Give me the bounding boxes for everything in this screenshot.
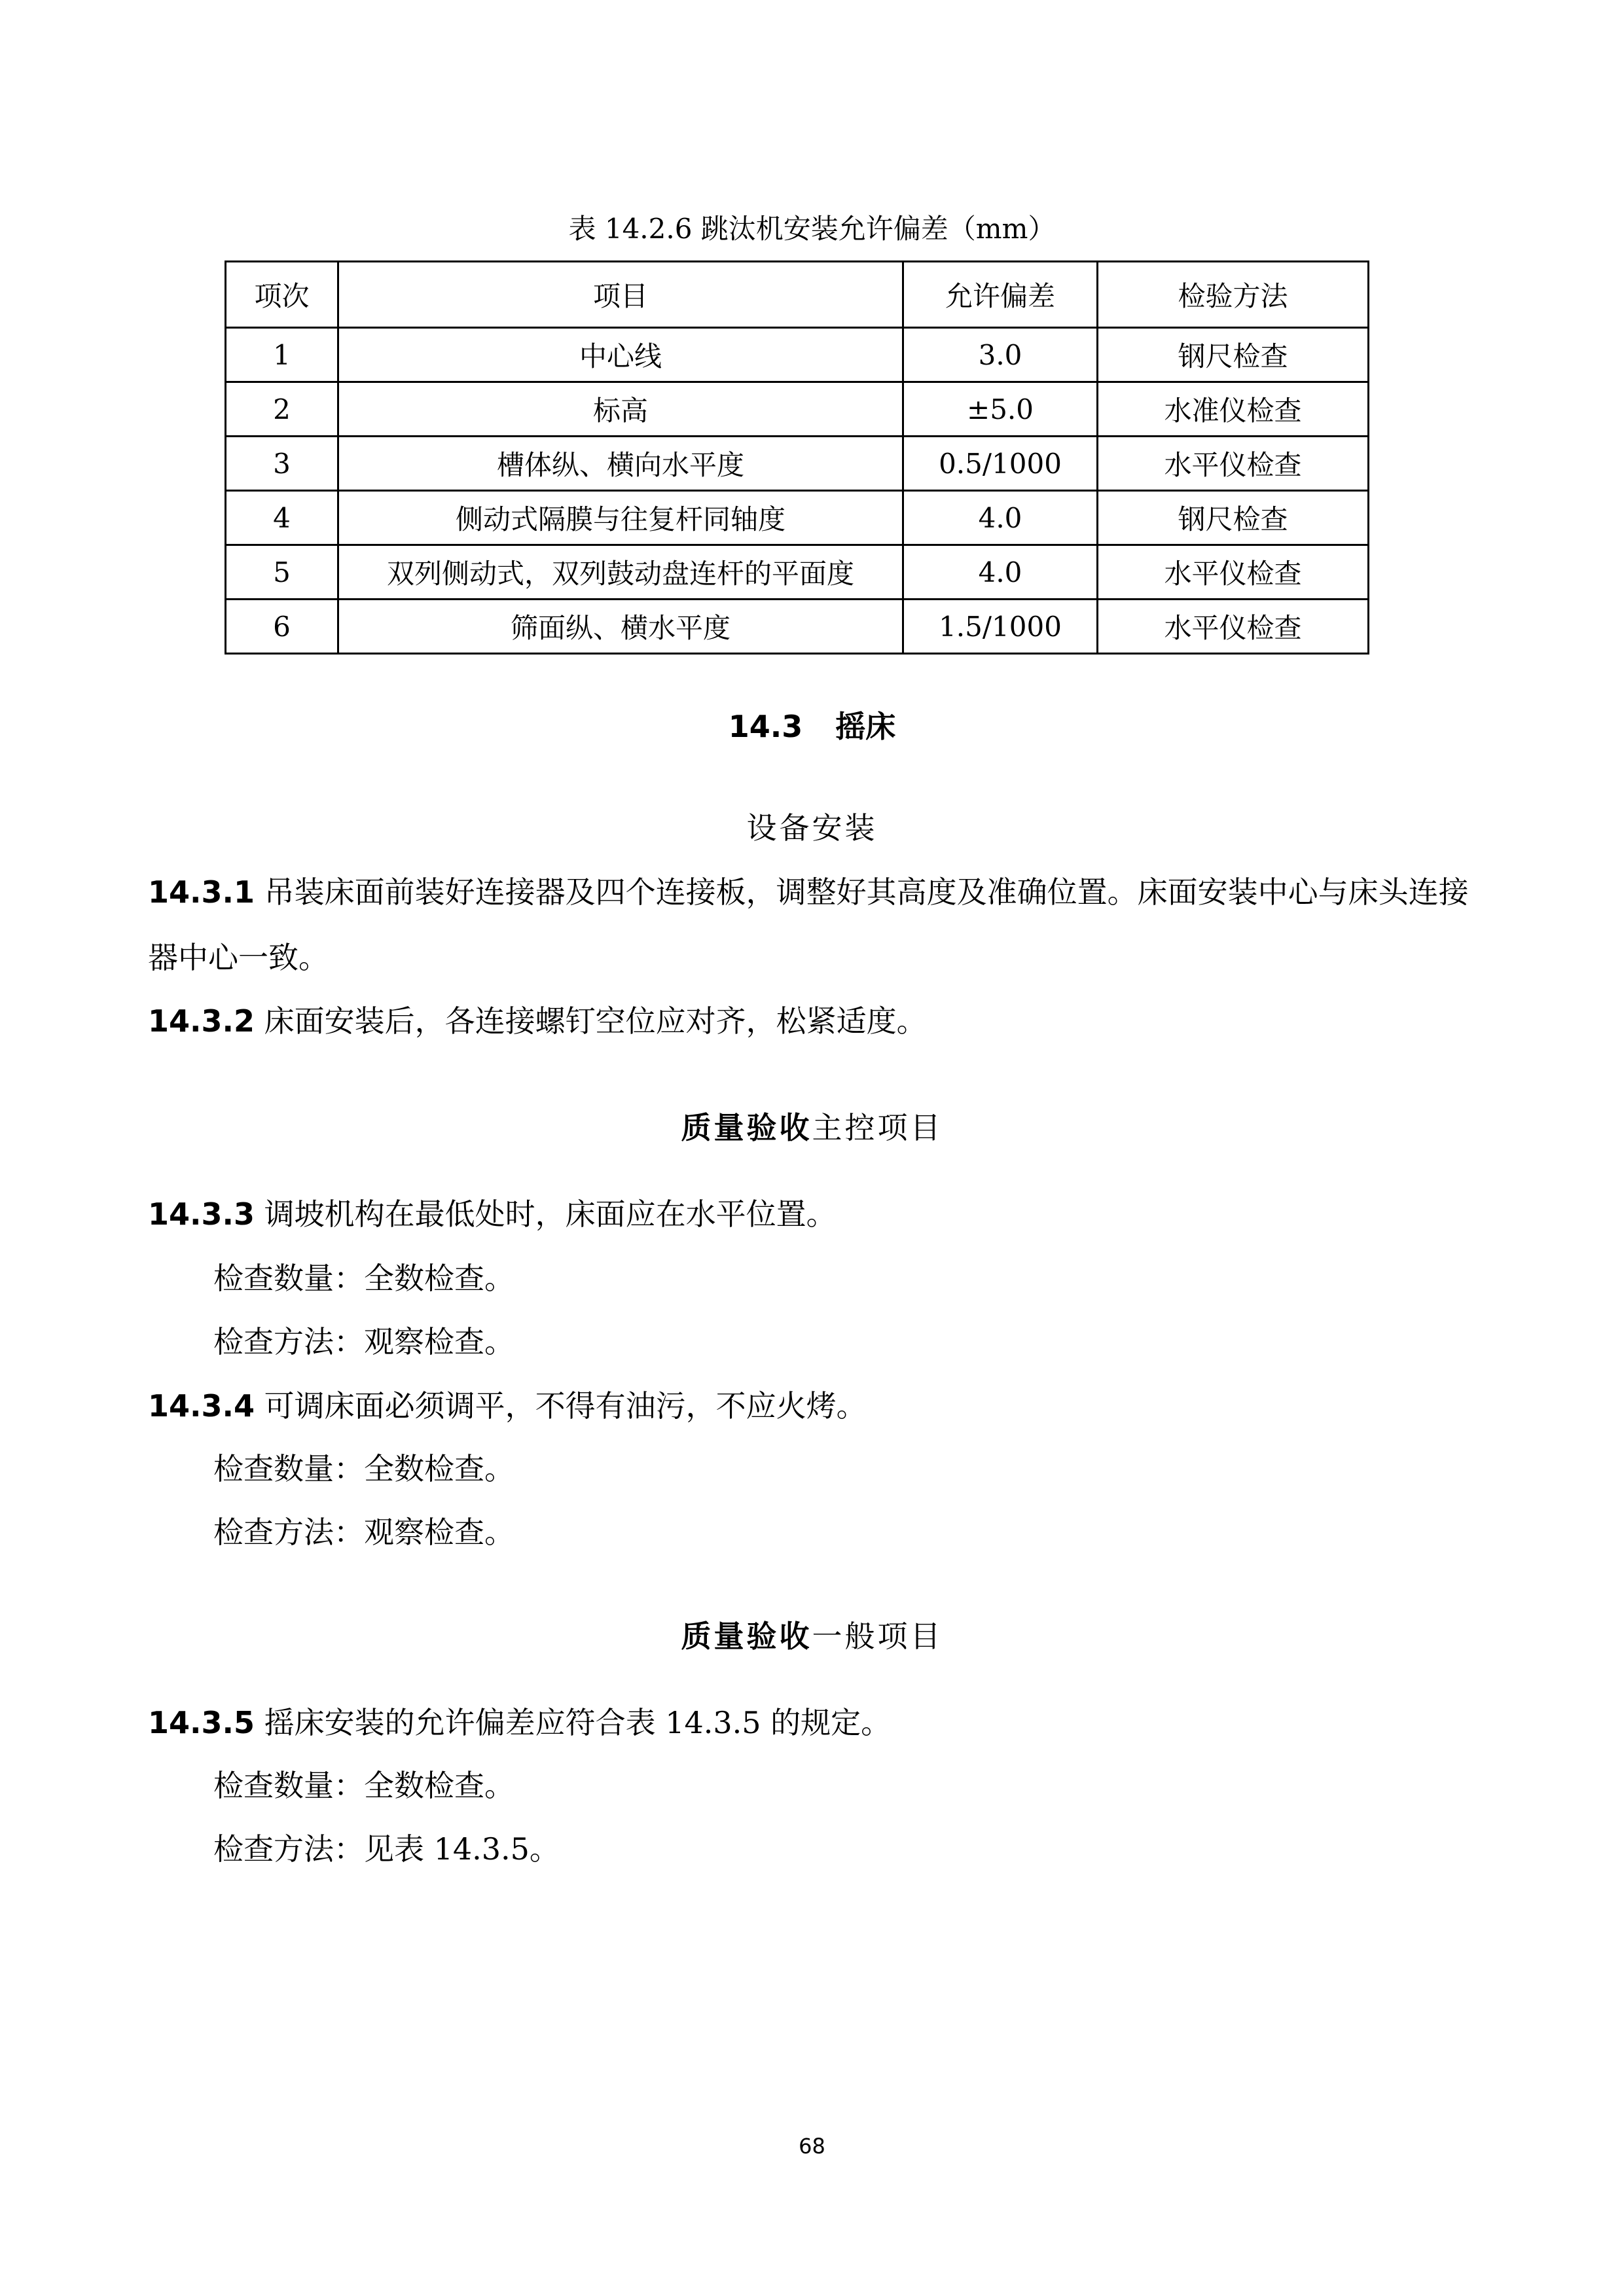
heading-bold-part: 质量验收	[681, 1110, 812, 1145]
cell-method: 钢尺检查	[1098, 491, 1369, 545]
header-index: 项次	[226, 262, 338, 328]
cell-index: 3	[226, 437, 338, 491]
header-method: 检验方法	[1098, 262, 1369, 328]
table-row	[226, 600, 1369, 654]
cell-index: 5	[226, 545, 338, 600]
clause-14-3-2	[148, 988, 1483, 1054]
cell-method: 水平仪检查	[1098, 545, 1369, 600]
clause-14-3-1	[148, 859, 1483, 990]
check-quantity: 检查数量：全数检查。	[213, 1451, 514, 1486]
section-title	[0, 704, 1624, 749]
clause-14-3-3	[148, 1181, 1483, 1247]
check-quantity: 检查数量：全数检查。	[213, 1261, 514, 1296]
cell-index: 4	[226, 491, 338, 545]
cell-item: 筛面纵、横水平度	[338, 600, 903, 654]
section-name: 摇床	[835, 709, 896, 744]
install-heading: 设备安装	[746, 810, 878, 846]
heading-bold-part: 质量验收	[681, 1619, 812, 1654]
page-number: 68	[799, 2134, 825, 2159]
cell-tolerance: ±5.0	[903, 382, 1098, 437]
clause-number: 14.3.2	[148, 1003, 255, 1039]
clause-text: 吊装床面前装好连接器及四个连接板，调整好其高度及准确位置。床面安装中心与床头连接器中心一致。	[148, 874, 1469, 975]
cell-index: 1	[226, 328, 338, 382]
check-quantity: 检查数量：全数检查。	[213, 1768, 514, 1803]
cell-method: 钢尺检查	[1098, 328, 1369, 382]
cell-method: 水平仪检查	[1098, 600, 1369, 654]
clause-14-3-4	[148, 1373, 1483, 1439]
cell-tolerance: 4.0	[903, 491, 1098, 545]
table-header-row	[226, 262, 1369, 328]
cell-method: 水准仪检查	[1098, 382, 1369, 437]
heading-rest-part: 主控项目	[812, 1110, 943, 1145]
clause-number: 14.3.1	[148, 874, 255, 910]
clause-number: 14.3.4	[148, 1388, 255, 1424]
check-method: 检查方法：观察检查。	[213, 1324, 514, 1359]
table-caption: 表 14.2.6 跳汰机安装允许偏差（mm）	[568, 213, 1056, 245]
clause-number: 14.3.5	[148, 1705, 255, 1740]
cell-item: 侧动式隔膜与往复杆同轴度	[338, 491, 903, 545]
tolerance-table	[225, 260, 1369, 655]
cell-index: 6	[226, 600, 338, 654]
clause-text: 床面安装后，各连接螺钉空位应对齐，松紧适度。	[264, 1003, 927, 1039]
cell-tolerance: 3.0	[903, 328, 1098, 382]
header-tolerance: 允许偏差	[903, 262, 1098, 328]
check-method: 检查方法：见表 14.3.5。	[213, 1831, 560, 1867]
clause-14-3-5	[148, 1690, 1483, 1755]
cell-index: 2	[226, 382, 338, 437]
cell-item: 中心线	[338, 328, 903, 382]
section-number: 14.3	[728, 709, 803, 744]
cell-tolerance: 0.5/1000	[903, 437, 1098, 491]
cell-method: 水平仪检查	[1098, 437, 1369, 491]
clause-text: 可调床面必须调平，不得有油污，不应火烤。	[264, 1388, 867, 1424]
general-heading	[0, 1613, 1624, 1659]
table-row	[226, 437, 1369, 491]
heading-rest-part: 一般项目	[812, 1619, 943, 1654]
table-row	[226, 545, 1369, 600]
check-method: 检查方法：观察检查。	[213, 1515, 514, 1550]
clause-text: 调坡机构在最低处时，床面应在水平位置。	[264, 1196, 837, 1232]
clause-text: 摇床安装的允许偏差应符合表 14.3.5 的规定。	[264, 1705, 892, 1740]
cell-item: 双列侧动式，双列鼓动盘连杆的平面度	[338, 545, 903, 600]
table-row	[226, 491, 1369, 545]
main-control-heading	[0, 1105, 1624, 1151]
header-item: 项目	[338, 262, 903, 328]
cell-tolerance: 1.5/1000	[903, 600, 1098, 654]
clause-number: 14.3.3	[148, 1196, 255, 1232]
cell-item: 槽体纵、横向水平度	[338, 437, 903, 491]
cell-item: 标高	[338, 382, 903, 437]
table-row	[226, 382, 1369, 437]
cell-tolerance: 4.0	[903, 545, 1098, 600]
table-row	[226, 328, 1369, 382]
